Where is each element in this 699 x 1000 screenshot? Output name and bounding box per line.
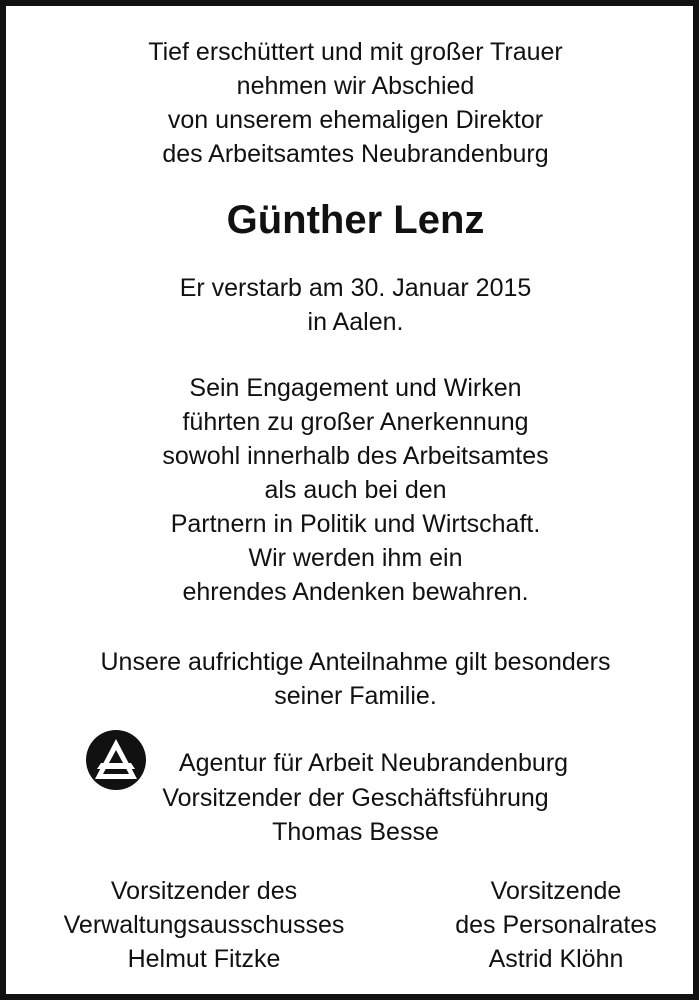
tribute-line-1: Sein Engagement und Wirken <box>189 374 522 402</box>
tribute-line-3: sowohl innerhalb des Arbeitsamtes <box>162 442 549 470</box>
tribute-line-2: führten zu großer Anerkennung <box>182 408 529 436</box>
organization-line-2: Vorsitzender der Geschäftsführung <box>162 784 549 812</box>
death-line-1: Er verstarb am 30. Januar 2015 <box>179 274 532 302</box>
death-line-2: in Aalen. <box>307 308 404 336</box>
intro-line-3: von unserem ehemaligen Direktor <box>167 106 544 134</box>
signatory-left-line-2: Verwaltungsausschusses <box>63 911 345 939</box>
tribute-line-6: Wir werden ihm ein <box>248 544 463 572</box>
organization-line-1: Agentur für Arbeit Neubrandenburg <box>178 749 569 777</box>
intro-line-4: des Arbeitsamtes Neubrandenburg <box>162 140 549 168</box>
tribute-line-7: ehrendes Andenken bewahren. <box>182 578 529 606</box>
signatory-right-line-1: Vorsitzende <box>490 877 622 905</box>
deceased-name: Günther Lenz <box>226 198 485 242</box>
sympathy-line-2: seiner Familie. <box>274 682 437 710</box>
organization-line-3: Thomas Besse <box>272 818 439 846</box>
signatory-right-line-2: des Personalrates <box>455 911 657 939</box>
signatory-left-line-1: Vorsitzender des <box>110 877 298 905</box>
intro-line-1: Tief erschüttert und mit großer Trauer <box>148 38 563 66</box>
tribute-line-5: Partnern in Politik und Wirtschaft. <box>170 510 541 538</box>
intro-line-2: nehmen wir Abschied <box>236 72 475 100</box>
sympathy-line-1: Unsere aufrichtige Anteilnahme gilt besonders <box>100 648 611 676</box>
tribute-line-4: als auch bei den <box>264 476 447 504</box>
signatory-right-line-3: Astrid Klöhn <box>488 945 624 973</box>
signatory-left-line-3: Helmut Fitzke <box>127 945 281 973</box>
